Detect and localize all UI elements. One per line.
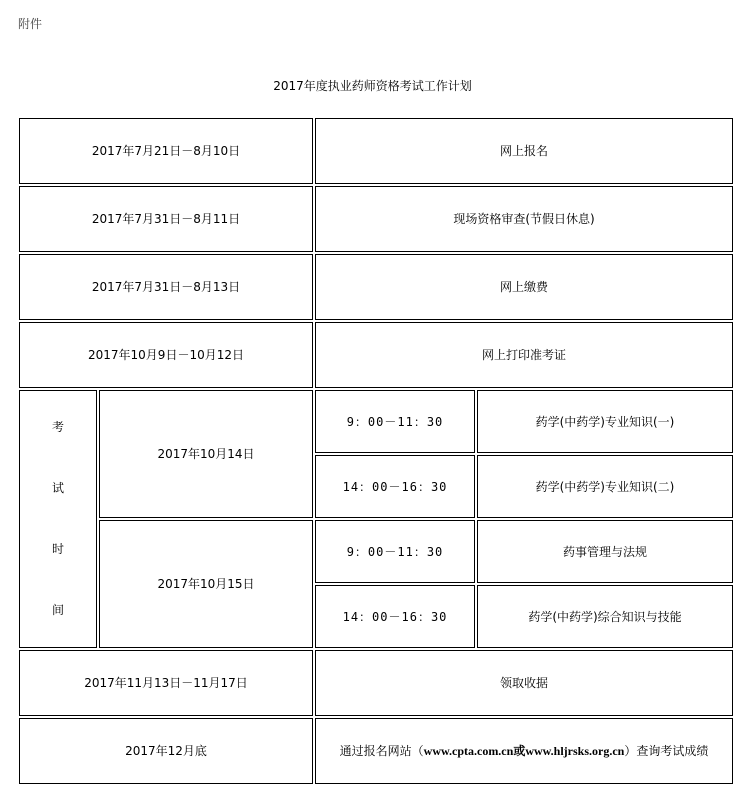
schedule-task-results [315,718,733,784]
session-time: 9：00－11：30 [315,390,475,453]
schedule-row [19,322,733,388]
session-time: 9：00－11：30 [315,520,475,583]
registration-site-link[interactable]: www.cpta.com.cn [423,744,514,758]
schedule-task: 领取收据 [315,650,733,716]
exam-label-char: 时 [51,542,64,556]
schedule-date: 2017年12月底 [19,718,313,784]
results-suffix: ）查询考试成绩 [624,744,709,758]
schedule-task: 网上报名 [315,118,733,184]
exam-label-char: 考 [51,420,64,434]
exam-row [19,520,733,583]
schedule-task: 网上缴费 [315,254,733,320]
schedule-date: 2017年11月13日－11月17日 [19,650,313,716]
exam-time-label [19,390,97,648]
document-title: 2017年度执业药师资格考试工作计划 [273,79,472,93]
schedule-row [19,118,733,184]
exam-label-char: 间 [51,603,64,617]
session-subject: 药学(中药学)综合知识与技能 [477,585,733,648]
exam-schedule-table [17,116,735,786]
session-subject: 药学(中药学)专业知识(一) [477,390,733,453]
session-time: 14：00－16：30 [315,585,475,648]
schedule-task: 网上打印准考证 [315,322,733,388]
schedule-row [19,186,733,252]
exam-day-date: 2017年10月14日 [99,390,313,518]
results-connector: 或 [513,744,526,758]
exam-row [19,390,733,453]
session-time: 14：00－16：30 [315,455,475,518]
exam-label-char: 试 [51,481,64,495]
schedule-date: 2017年7月31日－8月11日 [19,186,313,252]
session-subject: 药事管理与法规 [477,520,733,583]
schedule-date: 2017年7月21日－8月10日 [19,118,313,184]
schedule-row [19,718,733,784]
schedule-row [19,650,733,716]
registration-site-link-alt[interactable]: www.hljrsks.org.cn [525,744,625,758]
schedule-row [19,254,733,320]
schedule-date: 2017年10月9日－10月12日 [19,322,313,388]
session-subject: 药学(中药学)专业知识(二) [477,455,733,518]
schedule-task: 现场资格审查(节假日休息) [315,186,733,252]
schedule-date: 2017年7月31日－8月13日 [19,254,313,320]
attachment-label: 附件 [18,17,43,31]
exam-day-date: 2017年10月15日 [99,520,313,648]
results-prefix: 通过报名网站（ [339,744,424,758]
